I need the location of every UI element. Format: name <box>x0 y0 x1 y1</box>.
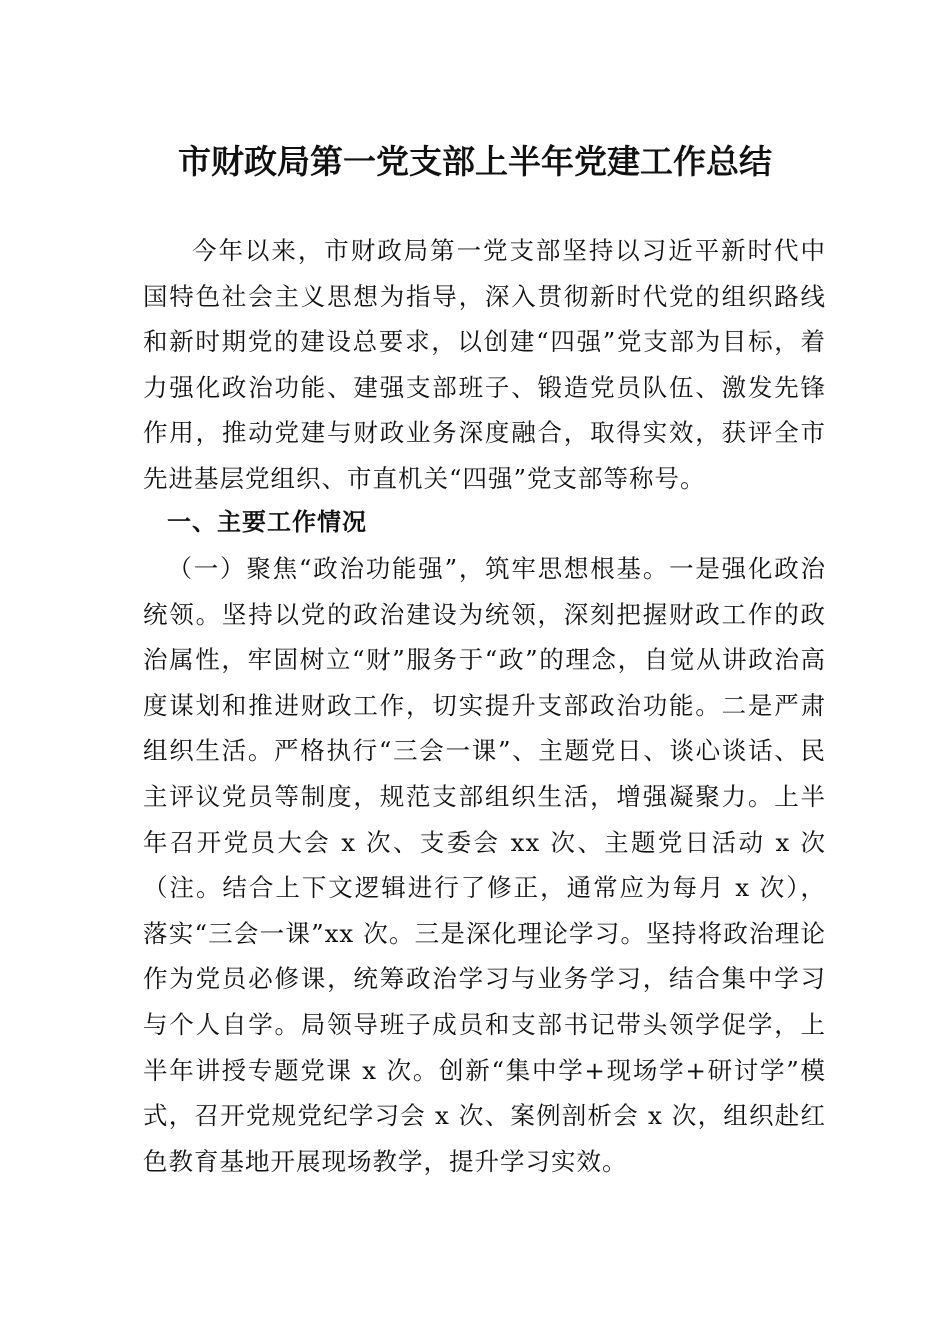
section-paragraph <box>143 546 826 1184</box>
subsection-text: 一是强化政治统领。坚持以党的政治建设为统领，深刻把握财政工作的政治属性，牢固树立“财”服务于“政”的理念，自觉从讲政治高度谋划和推进财政工作，切实提升支部政治功能。二是严肃组织生活。严格执行“三会一课”、主题党日、谈心谈话、民主评议党员等制度，规范支部组织生活，增强凝聚力。上半年召开党员大会 x 次、支委会 xx 次、主题党日活动 x 次（注。结合上下文逻辑进行了修正，通常应为每月 x 次），落实“三会一课”xx 次。三是深化理论学习。坚持将政治理论作为党员必修课，统筹政治学习与业务学习，结合集中学习与个人自学。局领导班子成员和支部书记带头领学促学，上半年讲授专题党课 x 次。创新“集中学+现场学+研讨学”模式，召开党规党纪学习会 x 次、案例剖析会 x 次，组织赴红色教育基地开展现场教学，提升学习实效。 <box>143 554 826 1176</box>
document-title: 市财政局第一党支部上半年党建工作总结 <box>178 142 772 181</box>
intro-paragraph: 今年以来，市财政局第一党支部坚持以习近平新时代中国特色社会主义思想为指导，深入贯彻新时代党的组织路线和新时期党的建设总要求，以创建“四强”党支部为目标，着力强化政治功能、建强支部班子、锻造党员队伍、激发先锋作用，推动党建与财政业务深度融合，取得实效，获评全市先进基层党组织、市直机关“四强”党支部等称号。 <box>143 236 826 493</box>
subsection-heading: （一）聚焦“政治功能强”，筑牢思想根基。 <box>167 554 670 583</box>
section-heading: 一、主要工作情况 <box>167 508 367 536</box>
